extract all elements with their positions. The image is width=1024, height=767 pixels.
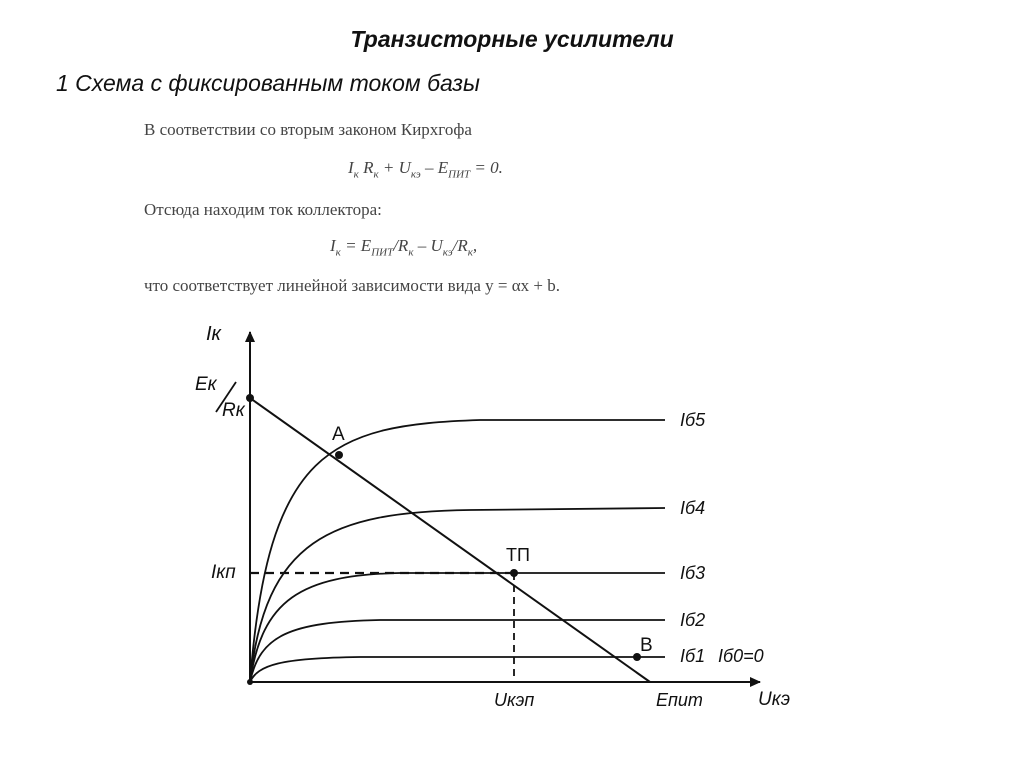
label-ukep: Uкэп (494, 690, 535, 710)
label-point-tp: ТП (506, 545, 530, 565)
label-point-b: B (640, 635, 653, 656)
y-axis-label: Iк (206, 323, 221, 345)
label-ib1: Iб1 (680, 646, 706, 666)
label-ib5: Iб5 (680, 410, 706, 430)
label-ib0: Iб0=0 (718, 646, 764, 666)
point-origin (247, 679, 253, 685)
text-line-linear-dependence: что соответствует линейной зависимости вида y = αx + b. (144, 276, 560, 295)
label-rk: Rк (222, 400, 245, 421)
point-ek-rk (246, 394, 254, 402)
load-line (250, 398, 650, 682)
curve-ib4 (250, 508, 665, 682)
label-ek: Eк (195, 374, 217, 395)
x-axis-label: Uкэ (758, 689, 791, 710)
curve-ib5 (250, 420, 665, 682)
label-ib4: Iб4 (680, 498, 706, 518)
text-line-kirchhoff: В соответствии со вторым законом Кирхгофа (144, 120, 472, 139)
label-ib3: Iб3 (680, 563, 706, 583)
label-point-a: A (332, 424, 345, 445)
page-title: Транзисторные усилители (350, 26, 674, 52)
label-ib2: Iб2 (680, 610, 706, 630)
text-line-collector-current: Отсюда находим ток коллектора: (144, 200, 382, 219)
point-a (335, 451, 343, 459)
label-ikp: Iкп (211, 562, 236, 583)
equation-collector-current: $I_к = E_{ПИТ}/R_к - U_{кэ}/R_к$, (330, 236, 478, 259)
point-tp (510, 569, 518, 577)
equation-kirchhoff: $I_к$ $R_к + U_{кэ} - E_{ПИТ} = 0$. (348, 158, 503, 181)
curve-ib3 (250, 573, 665, 682)
page-subtitle: 1 Схема с фиксированным током базы (56, 70, 480, 96)
curve-ib1 (250, 657, 665, 682)
label-epit: Eпит (656, 690, 703, 710)
curve-ib2 (250, 620, 665, 682)
